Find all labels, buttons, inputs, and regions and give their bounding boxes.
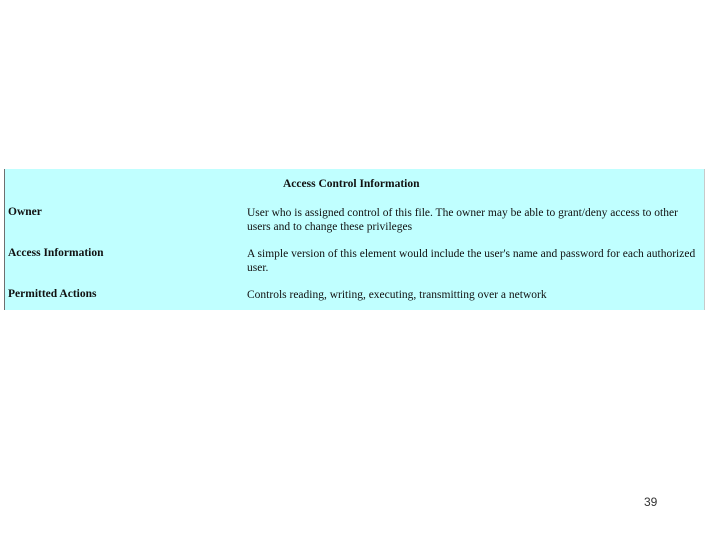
row-description-owner: User who is assigned control of this file. The owner may be able to grant/deny access to other users and to change these privileges (247, 207, 678, 233)
row-label-access-information: Access Information (8, 247, 104, 259)
row-description-permitted-actions: Controls reading, writing, executing, transmitting over a network (247, 289, 547, 301)
row-label-permitted-actions: Permitted Actions (8, 288, 97, 300)
access-control-table (4, 169, 705, 310)
row-label-owner: Owner (8, 206, 42, 218)
table-title: Access Control Information (283, 178, 420, 190)
page-number: 39 (644, 495, 658, 509)
row-description-access-information: A simple version of this element would include the user's name and password for each authorized user. (247, 248, 696, 274)
